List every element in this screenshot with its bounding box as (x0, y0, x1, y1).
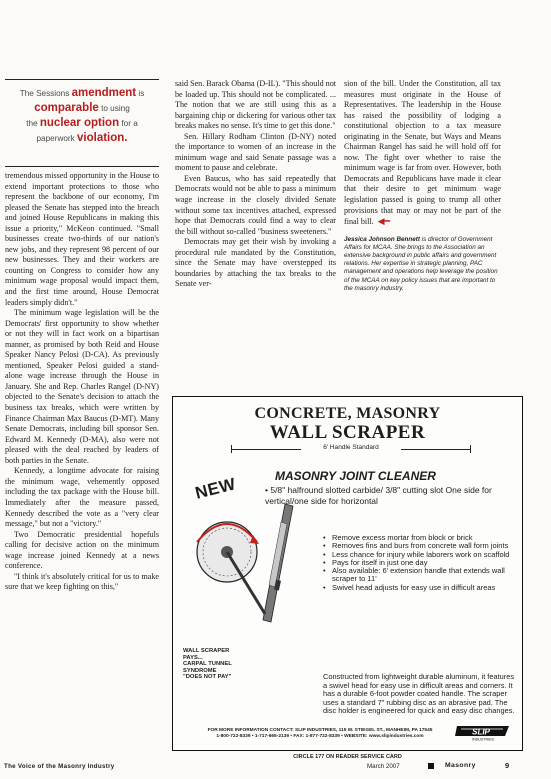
article-paragraph: sion of the bill. Under the Constitution, all tax measures must originate in the House of Representatives. The leadership in the House has raised the possibility of lodging a constitutional objection to a tax measure originating in the Senate, but Ways and Means Chairman Rangel has said he will hold off for now. The fight over whether to raise the minimum wage is far from over. However, both Democrats and Republicans have made it clear that their desire to get minimum wage legislation passed is going to trump all other provisions that may or may not be part of the final bill. ◀━ (344, 79, 501, 227)
article-paragraph: said Sen. Barack Obama (D-IL). "This should not be loaded up. This should not be complicated. ... The notion that we are still using this as a bargaining chip or dickering for various other tax breaks makes no sense. It's time to get this done." (175, 79, 336, 131)
svg-text:SLIP: SLIP (472, 727, 490, 737)
wall-scraper-product-image (193, 502, 323, 652)
ad-feature-item: • Removes fins and burs from concrete wall form joints (323, 542, 518, 550)
article-column-1 (5, 171, 159, 593)
reader-service-line: CIRCLE 177 ON READER SERVICE CARD (293, 754, 402, 760)
ad-feature-item: • Remove excess mortar from block or brick (323, 534, 518, 542)
handle-dimension-line: 6' Handle Standard (231, 444, 471, 454)
article-paragraph: Two Democratic presidential hopefuls calling for decisive action on the minimum wage increase joined Kennedy at a news conference. (5, 529, 159, 571)
end-mark-arrow-icon: ◀━ (377, 216, 391, 227)
article-paragraph: Kennedy, a longtime advocate for raising the minimum wage, vehemently opposed including the tax package with the House bill. Immediately after the measure passed, Kennedy described the vote as a "very clear message," but not a "victory." (5, 466, 159, 529)
pull-quote-line: paperwork violation. (36, 132, 128, 144)
ad-main-feature: • 5/8" halfround slotted carbide/ 3/8" cutting slot One side for vertical/one side for horizontal (265, 485, 492, 506)
svg-text:INDUSTRIES: INDUSTRIES (472, 737, 494, 741)
ad-feature-item: • Also available: 6' extension handle that extends wall scraper to 11' (323, 567, 518, 584)
footer-date: March 2007 (367, 763, 400, 770)
footer-magazine-name: Masonry (445, 762, 476, 769)
author-name: Jessica Johnson Bennett (344, 235, 420, 243)
ad-title-line-1: CONCRETE, MASONRY (254, 405, 441, 422)
article-paragraph: Even Baucus, who has said repeatedly that Democrats would not be able to pass a minimum wage increase in the closely divided Senate without some tax incentives attached, expressed hope that Democrats could find a way to clear the bill without so-called "business sweeteners." (175, 173, 336, 236)
article-paragraph: tremendous missed opportunity in the House to extend important protections to those who represent the backbone of our economy, I'm pleased the Senate has stepped into the breach and joined House Republicans in making this issue a priority," McKeon continued. "Small businesses create two-thirds of our nation's new jobs, and they represent 98 percent of our new businesses. They and their workers are counting on Congress to consider how any minimum wage proposal would impact them, and the first time around, House Democrat leaders simply didn't." (5, 171, 159, 307)
article-paragraph: Democrats may get their wish by invoking a procedural rule mandated by the Constitution, since the Senate may have overstepped its boundaries by attaching the tax breaks to the Senate ver- (175, 237, 336, 289)
new-badge: NEW (193, 474, 238, 503)
ad-description: Constructed from lightweight durable aluminum, it features a swivel head for easy use in difficult areas and corners. It has a durable 6-foot powder coated handle. The scraper uses a standard 7" rubbing disc as an abrasive pad. The disc holder is engineered for quick and easy disc changes. (323, 672, 515, 716)
ad-subtitle: MASONRY JOINT CLEANER (275, 469, 436, 483)
pull-quote (5, 79, 159, 167)
ad-feature-list (323, 534, 518, 592)
article-column-3 (344, 79, 501, 293)
carpal-tunnel-callout: WALL SCRAPER PAYS... CARPAL TUNNEL SYNDROME "DOES NOT PAY" (183, 648, 232, 681)
ad-feature-item: • Swivel head adjusts for easy use in difficult areas (323, 584, 518, 592)
ad-contact-info: FOR MORE INFORMATION CONTACT: SLIP INDUSTRIES, 115 W. STIEGEL ST., MANHEIM, PA 17545 1-800-722-8339 • 1-717-665-2139 • FAX: 1-877-722-8339 • WEBSITE: www.slipindustries.com (207, 728, 433, 739)
page-number: 9 (505, 761, 510, 770)
pull-quote-line: comparable to using (34, 102, 130, 114)
article-paragraph: The minimum wage legislation will be the Democrats' first opportunity to show whether or not they will in fact work on a bipartisan manner, as promised by both Reid and House Speaker Nancy Pelosi (D-CA). As previously mentioned, Speaker Pelosi guided a stand-alone wage increase through the House in January. She and Rep. Charles Rangel (D-NY) objected to the Senate's decision to attach the business tax breaks, which were written by Finance Chairman Max Baucus (D-MT). Many Senate Democrats, including bill sponsor Sen. Edward M. Kennedy (D-MA), also were not pleased with the deal reached by leaders of both parties in the Senate. (5, 308, 159, 465)
slip-industries-logo (455, 725, 511, 741)
footer-square-icon (428, 763, 434, 769)
article-column-2 (175, 79, 336, 290)
ad-feature-item: • Less chance for injury while laborers work on scaffold (323, 551, 518, 559)
article-paragraph: Sen. Hillary Rodham Clinton (D-NY) noted the importance to women of an increase in the minimum wage and said Senate passage was a moment to pause and celebrate. (175, 131, 336, 173)
author-bio: Jessica Johnson Bennett is director of Government Affairs for MCAA. She brings to the Association an extensive background in public affairs and government relations. Her expertise in strategic planning, PAC management and operations help leverage the position of the MCAA on key policy issues that are important to the masonry industry. (344, 235, 498, 292)
article-paragraph: "I think it's absolutely critical for us to make sure that we keep fighting on this," (5, 571, 159, 592)
wall-scraper-advertisement (172, 396, 523, 751)
pull-quote-line: The Sessions amendment is (19, 87, 145, 99)
footer-tagline: The Voice of the Masonry Industry (4, 763, 115, 770)
ad-feature-item: • Pays for itself in just one day (323, 559, 518, 567)
pull-quote-line: the nuclear option for a (26, 117, 138, 129)
ad-title-line-2: WALL SCRAPER (269, 422, 426, 443)
